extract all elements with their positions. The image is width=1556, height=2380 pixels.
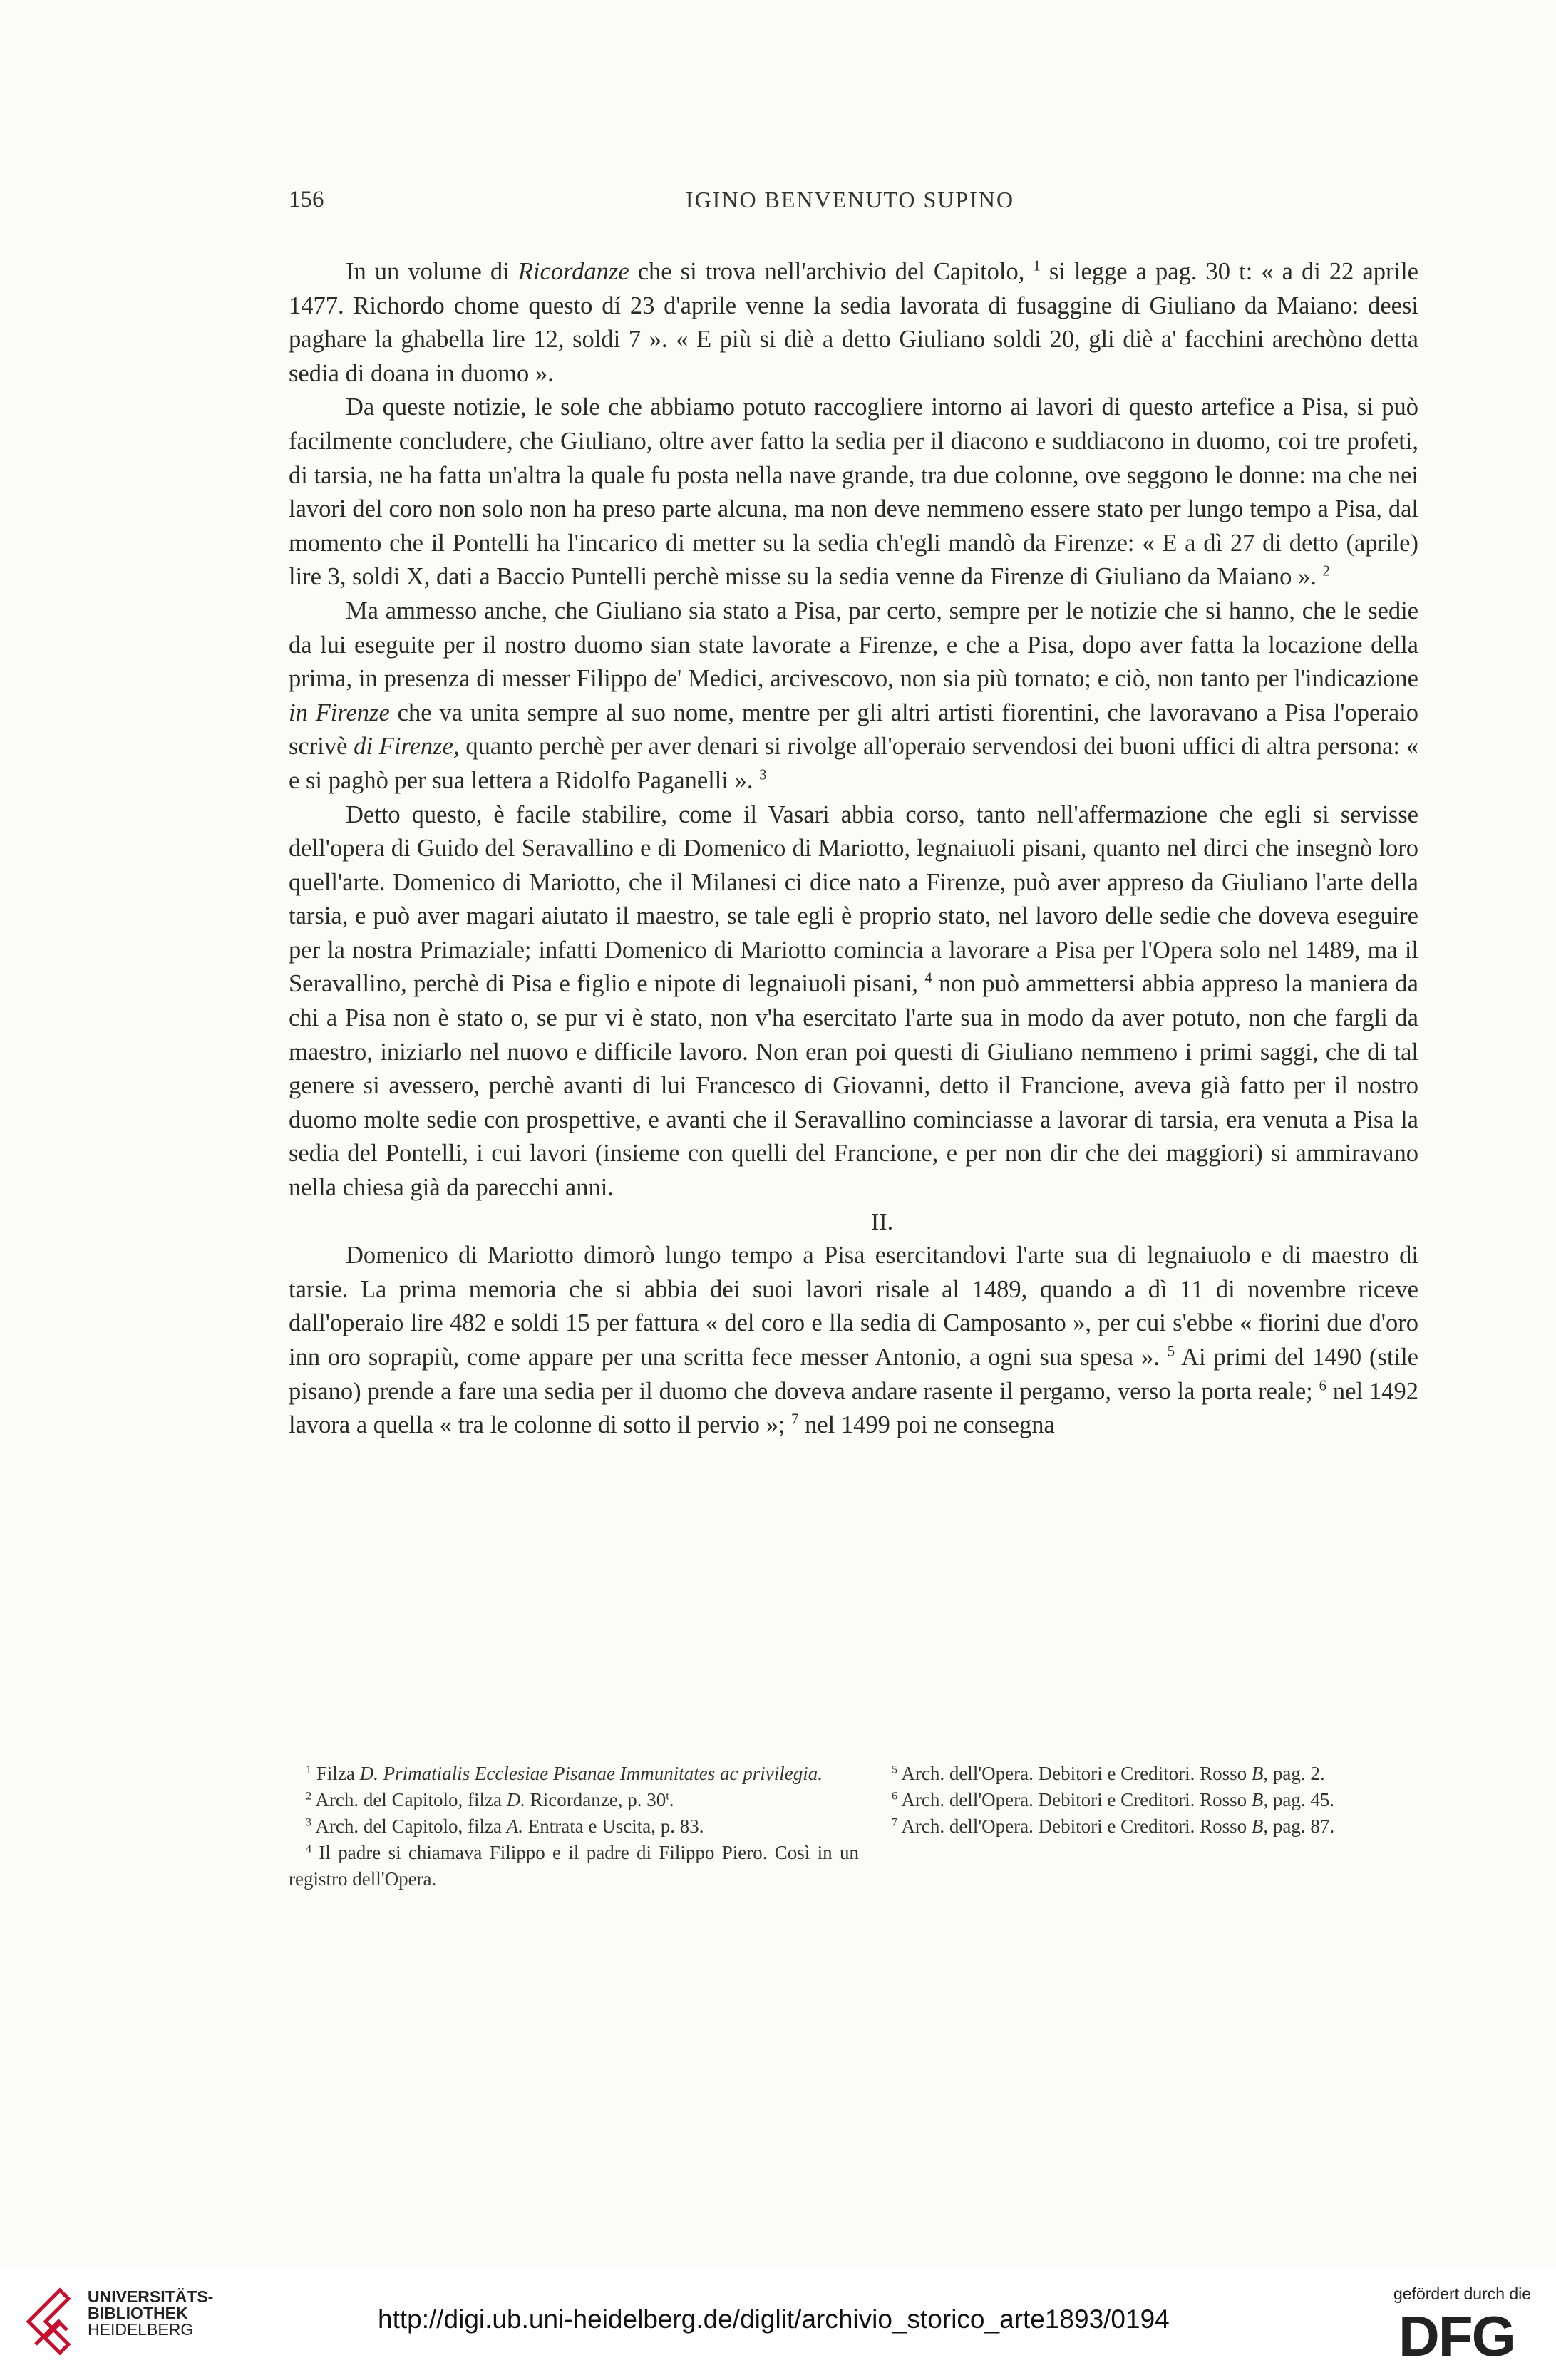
section-heading: II. bbox=[870, 1208, 894, 1235]
footnote-2 bbox=[289, 1787, 859, 1813]
text-run: Ma ammesso anche, che Giuliano sia stato a Pisa, par certo, sempre per le notizie che si hanno, che le sedie da lui eseguite per il nostro duomo sian state lavorate a Firenze, e che a Pisa, dopo aver fatta la locazione della prima, in presenza di messer Filippo de' Medici, arcivescovo, non sia più tornato; e ciò, non tanto per l'indicazione bbox=[289, 597, 1418, 693]
footnote-ref: 1 bbox=[1033, 258, 1041, 274]
footnote-1 bbox=[289, 1761, 859, 1787]
text-run: nel 1492 lavora a quella « tra le colonne di sotto il pervio »; bbox=[289, 1377, 1418, 1439]
footnote-mark: 1 bbox=[306, 1763, 312, 1776]
footnote-mark: 4 bbox=[306, 1842, 312, 1855]
library-name bbox=[88, 2289, 213, 2338]
footnotes-left-column bbox=[289, 1761, 859, 1892]
text-run: Arch. dell'Opera. Debitori e Creditori. Rosso bbox=[897, 1815, 1252, 1837]
footnote-ref: 2 bbox=[1322, 563, 1330, 579]
running-title: IGINO BENVENUTO SUPINO bbox=[685, 187, 1015, 212]
text-run: In un volume di bbox=[346, 258, 518, 285]
footnote-ref: 6 bbox=[1319, 1378, 1326, 1394]
paragraph-5 bbox=[289, 1239, 1418, 1443]
footnote-6 bbox=[860, 1787, 1418, 1813]
footnote-mark: 5 bbox=[892, 1763, 898, 1776]
text-run: non può ammettersi abbia appreso la maniera da chi a Pisa non è stato o, se pur vi è stato, non v'ha esercitato l'arte sua in modo da aver potuto, non che fargli da maestro, iniziarlo nel nuovo e difficile lavoro. Non eran poi questi di Giuliano nemmeno i primi saggi, che di tal genere si avessero, perchè avanti di lui Francesco di Giovanni, detto il Francione, aveva già fatto per il nostro duomo molte sedie con prospettive, e avanti che il Seravallino cominciasse a lavorar di tarsia, era venuta a Pisa la sedia del Pontelli, i cui lavori (insieme con quelli del Francione, e per non dir che dei maggiori) si ammiravano nella chiesa già da parecchi anni. bbox=[289, 970, 1418, 1202]
italic-run: D. bbox=[506, 1789, 526, 1810]
text-run: si legge a pag. 30 t: « a di 22 aprile 1477. Richordo chome questo dí 23 d'aprile venne la sedia lavorata di fusaggine di Giuliano da Maiano: deesi paghare la ghabella lire 12, soldi 7 ». « E più si diè a detto Giuliano soldi 20, gli diè a' facchini arechòno detta sedia di doana in duomo ». bbox=[289, 258, 1418, 387]
italic-run: di Firenze, bbox=[354, 733, 460, 761]
italic-run: B, bbox=[1251, 1789, 1269, 1810]
text-run: che si trova nell'archivio del Capitolo, bbox=[629, 258, 1034, 285]
text-run: pag. 45. bbox=[1268, 1789, 1335, 1810]
italic-run: B, bbox=[1251, 1815, 1269, 1837]
ub-heidelberg-logo-icon bbox=[23, 2279, 98, 2361]
footnote-mark: 3 bbox=[306, 1815, 312, 1829]
italic-run: in Firenze bbox=[289, 699, 390, 726]
text-run: Filza bbox=[311, 1763, 360, 1784]
superscript: t bbox=[666, 1789, 669, 1803]
page-number: 156 bbox=[289, 187, 324, 212]
main-text bbox=[289, 255, 1418, 1443]
footnote-ref: 4 bbox=[924, 971, 932, 987]
paragraph-1 bbox=[289, 255, 1418, 391]
text-run: Il padre si chiamava Filippo e il padre di Filippo Piero. Così in un registro dell'Opera. bbox=[289, 1842, 859, 1890]
text-run: Arch. dell'Opera. Debitori e Creditori. Rosso bbox=[897, 1763, 1252, 1784]
page-header bbox=[289, 187, 1411, 222]
text-run: Domenico di Mariotto dimorò lungo tempo a Pisa esercitandovi l'arte sua di legnaiuolo e di maestro di tarsie. La prima memoria che si abbia dei suoi lavori risale al 1489, quando a dì 11 di novembre riceve dall'operaio lire 482 e soldi 15 per fattura « del coro e lla sedia di Camposanto », per cui s'ebbe « fiorini due d'oro inn oro soprapiù, come appare per una scritta fece messer Antonio, a ogni sua spesa ». bbox=[289, 1242, 1418, 1371]
text-run: Da queste notizie, le sole che abbiamo potuto raccogliere intorno ai lavori di questo artefice a Pisa, si può facilmente concludere, che Giuliano, oltre aver fatto la sedia per il diacono e suddiacono in duomo, coi tre profeti, di tarsia, ne ha fatta un'altra la quale fu posta nella nave grande, tra due colonne, ove seggono le donne: ma che nei lavori del coro non solo non ha preso parte alcuna, ma non deve nemmeno essere stato per lungo tempo a Pisa, dal momento che il Pontelli ha l'incarico di metter su la sedia ch'egli mandò da Firenze: « E a dì 27 di detto (aprile) lire 3, soldi X, dati a Baccio Puntelli perchè misse su la sedia venne da Firenze di Giuliano da Maiano ». bbox=[289, 393, 1418, 591]
footnote-3 bbox=[289, 1813, 859, 1840]
text-run: pag. 87. bbox=[1268, 1815, 1335, 1837]
footnote-4 bbox=[289, 1840, 859, 1892]
footnote-ref: 5 bbox=[1167, 1344, 1175, 1360]
text-run: nel 1499 poi ne consegna bbox=[798, 1411, 1055, 1439]
italic-run: B, bbox=[1251, 1763, 1269, 1784]
italic-run: A. bbox=[506, 1815, 524, 1837]
paragraph-3 bbox=[289, 594, 1418, 798]
text-run: . bbox=[669, 1789, 674, 1810]
text-run: che va unita sempre al suo nome, mentre per gli altri artisti fiorentini, che lavoravano a Pisa l'operaio scrivè bbox=[289, 699, 1418, 761]
italic-run: D. Primatialis Ecclesiae Pisanae Immunitates ac privilegia. bbox=[359, 1763, 823, 1784]
footnote-mark: 6 bbox=[892, 1789, 898, 1803]
text-run: Arch. dell'Opera. Debitori e Creditori. Rosso bbox=[897, 1789, 1252, 1810]
text-run: pag. 2. bbox=[1268, 1763, 1325, 1784]
footnote-mark: 7 bbox=[892, 1815, 898, 1829]
library-line: UNIVERSITÄTS- bbox=[88, 2287, 214, 2306]
source-url-link[interactable]: http://digi.ub.uni-heidelberg.de/diglit/archivio_storico_arte1893/0194 bbox=[378, 2304, 1170, 2334]
text-run: Ricordanze, p. 30 bbox=[525, 1789, 666, 1810]
text-run: Arch. del Capitolo, filza bbox=[311, 1815, 507, 1837]
footnotes-right-column bbox=[860, 1761, 1418, 1840]
text-run: Detto questo, è facile stabilire, come il Vasari abbia corso, tanto nell'affermazione che egli si servisse dell'opera di Guido del Seravallino e di Domenico di Mariotto, legnaiuoli pisani, quanto nel dirci che insegnò loro quell'arte. Domenico di Mariotto, che il Milanesi ci dice nato a Firenze, può aver appreso da Giuliano l'arte della tarsia, e può aver magari aiutato il maestro, se tale egli è proprio stato, nel lavoro delle sedie che doveva eseguire per la nostra Primaziale; infatti Domenico di Mariotto comincia a lavorare a Pisa per l'Opera solo nel 1489, ma il Seravallino, perchè di Pisa e figlio e nipote di legnaiuoli pisani, bbox=[289, 800, 1418, 998]
funding-label: gefördert durch die bbox=[1393, 2284, 1532, 2303]
dfg-logo: DFG bbox=[1398, 2304, 1515, 2368]
footnote-5 bbox=[860, 1761, 1418, 1787]
footnote-mark: 2 bbox=[306, 1789, 312, 1803]
footnote-ref: 7 bbox=[791, 1411, 799, 1428]
text-run: Ai primi del 1490 (stile pisano) prende a fare una sedia per il duomo che doveva andare rasente il pergamo, verso la porta reale; bbox=[289, 1344, 1418, 1405]
italic-run: Ricordanze bbox=[517, 258, 629, 285]
text-run: Arch. del Capitolo, filza bbox=[311, 1789, 507, 1810]
library-line: BIBLIOTHEK bbox=[88, 2304, 188, 2322]
paragraph-2 bbox=[289, 391, 1418, 594]
footnote-7 bbox=[860, 1813, 1418, 1840]
footnote-ref: 3 bbox=[759, 767, 767, 783]
text-run: Entrata e Uscita, p. 83. bbox=[523, 1815, 704, 1837]
library-line: HEIDELBERG bbox=[88, 2320, 194, 2339]
digitization-footer bbox=[0, 2267, 1556, 2380]
paragraph-4 bbox=[289, 798, 1418, 1205]
text-run: quanto perchè per aver denari si rivolge all'operaio servendosi dei buoni uffici di altra persona: « e si paghò per sua lettera a Ridolfo Paganelli ». bbox=[289, 733, 1418, 794]
